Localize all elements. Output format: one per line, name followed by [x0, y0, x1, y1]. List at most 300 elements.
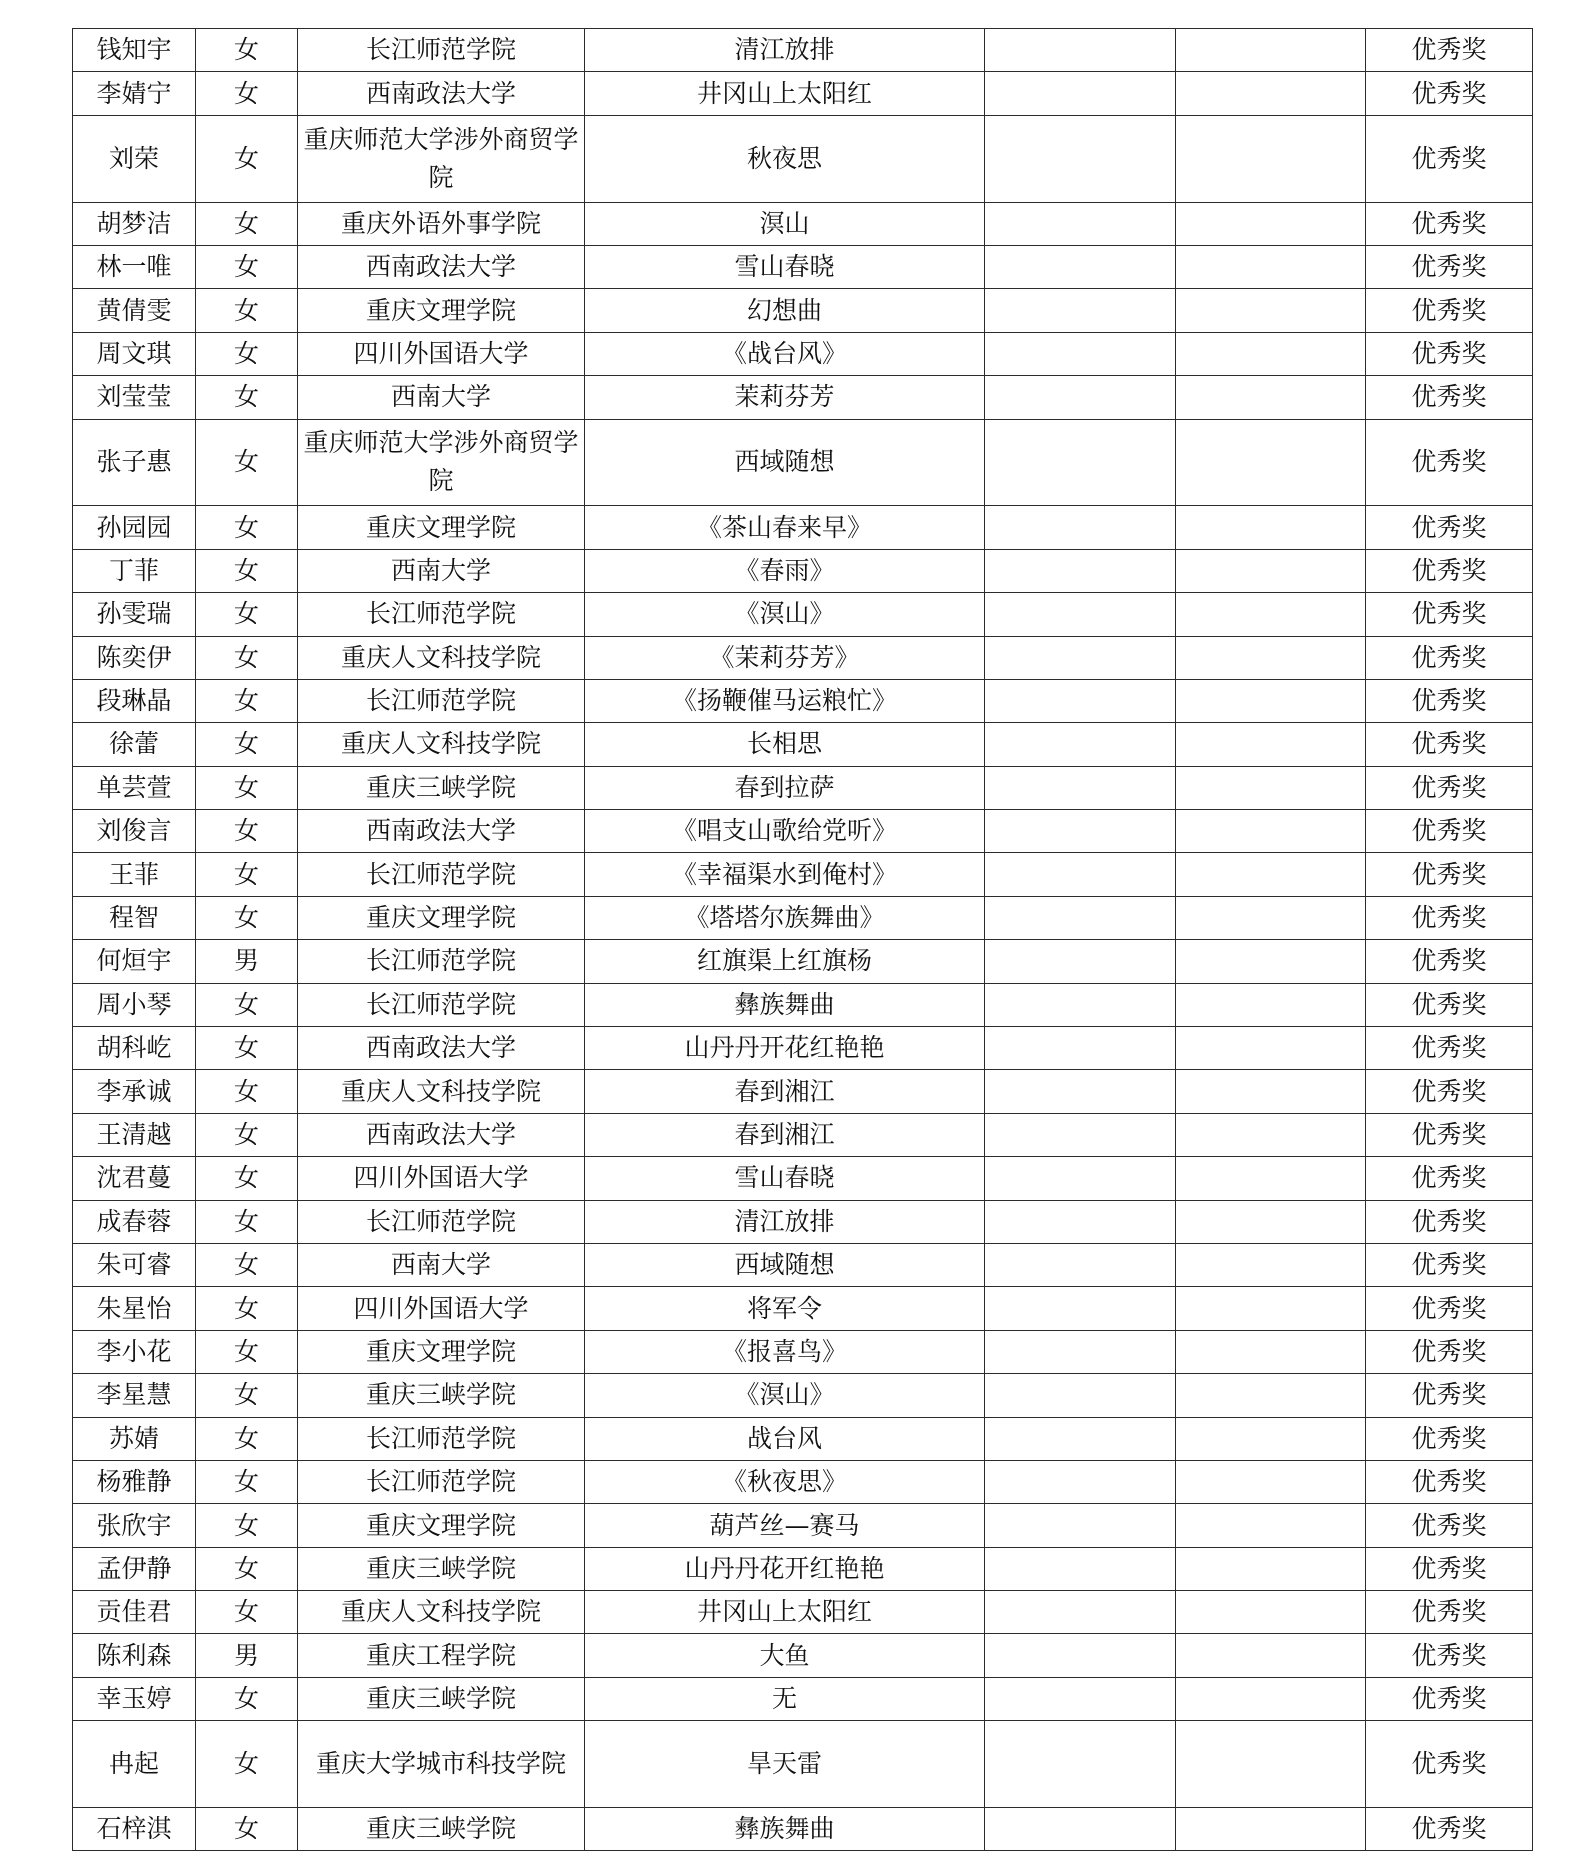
- cell-piece: 大鱼: [585, 1634, 985, 1677]
- cell-school: 重庆文理学院: [298, 896, 585, 939]
- cell-name: 孙雯瑞: [73, 593, 196, 636]
- cell-blank-1: [985, 332, 1176, 375]
- cell-gender: 女: [196, 245, 298, 288]
- cell-school: 重庆文理学院: [298, 506, 585, 549]
- cell-blank-2: [1176, 72, 1366, 115]
- table-row: [73, 289, 1533, 332]
- table-row: [73, 1070, 1533, 1113]
- cell-school: 重庆文理学院: [298, 1330, 585, 1373]
- cell-blank-1: [985, 636, 1176, 679]
- cell-award: 优秀奖: [1366, 1634, 1533, 1677]
- cell-award: 优秀奖: [1366, 1287, 1533, 1330]
- cell-piece: 春到湘江: [585, 1070, 985, 1113]
- cell-name: 陈利森: [73, 1634, 196, 1677]
- cell-blank-2: [1176, 1417, 1366, 1460]
- cell-school: 重庆人文科技学院: [298, 1070, 585, 1113]
- cell-school: 重庆文理学院: [298, 289, 585, 332]
- cell-award: 优秀奖: [1366, 1243, 1533, 1286]
- cell-blank-1: [985, 1677, 1176, 1720]
- cell-school: 长江师范学院: [298, 679, 585, 722]
- cell-piece: 《扬鞭催马运粮忙》: [585, 679, 985, 722]
- cell-school: 重庆人文科技学院: [298, 1591, 585, 1634]
- cell-gender: 女: [196, 810, 298, 853]
- cell-school: 长江师范学院: [298, 1460, 585, 1503]
- cell-name: 王菲: [73, 853, 196, 896]
- table-row: [73, 1027, 1533, 1070]
- cell-name: 朱可睿: [73, 1243, 196, 1286]
- cell-name: 王清越: [73, 1113, 196, 1156]
- cell-school: 重庆师范大学涉外商贸学院: [298, 115, 585, 202]
- cell-gender: 女: [196, 593, 298, 636]
- cell-blank-2: [1176, 1547, 1366, 1590]
- cell-award: 优秀奖: [1366, 245, 1533, 288]
- cell-blank-2: [1176, 1677, 1366, 1720]
- cell-piece: 红旗渠上红旗杨: [585, 940, 985, 983]
- cell-school: 西南政法大学: [298, 1027, 585, 1070]
- cell-gender: 女: [196, 1677, 298, 1720]
- cell-school: 西南政法大学: [298, 810, 585, 853]
- cell-gender: 女: [196, 1200, 298, 1243]
- cell-name: 成春蓉: [73, 1200, 196, 1243]
- cell-blank-1: [985, 202, 1176, 245]
- cell-school: 重庆外语外事学院: [298, 202, 585, 245]
- cell-name: 刘俊言: [73, 810, 196, 853]
- table-row: [73, 810, 1533, 853]
- cell-school: 重庆文理学院: [298, 1504, 585, 1547]
- cell-piece: 《春雨》: [585, 549, 985, 592]
- cell-blank-1: [985, 72, 1176, 115]
- cell-award: 优秀奖: [1366, 853, 1533, 896]
- cell-gender: 男: [196, 1634, 298, 1677]
- table-row: [73, 332, 1533, 375]
- cell-blank-2: [1176, 419, 1366, 506]
- table-row: [73, 636, 1533, 679]
- cell-blank-2: [1176, 766, 1366, 809]
- cell-gender: 女: [196, 636, 298, 679]
- cell-name: 胡科屹: [73, 1027, 196, 1070]
- cell-blank-1: [985, 1417, 1176, 1460]
- cell-blank-2: [1176, 1460, 1366, 1503]
- cell-name: 刘荣: [73, 115, 196, 202]
- table-row: [73, 1330, 1533, 1373]
- cell-gender: 女: [196, 1027, 298, 1070]
- cell-blank-2: [1176, 506, 1366, 549]
- cell-gender: 女: [196, 1808, 298, 1851]
- cell-blank-2: [1176, 115, 1366, 202]
- cell-award: 优秀奖: [1366, 896, 1533, 939]
- cell-blank-1: [985, 1287, 1176, 1330]
- cell-gender: 女: [196, 115, 298, 202]
- cell-blank-2: [1176, 549, 1366, 592]
- cell-name: 孟伊静: [73, 1547, 196, 1590]
- cell-gender: 女: [196, 1157, 298, 1200]
- cell-award: 优秀奖: [1366, 1157, 1533, 1200]
- cell-gender: 女: [196, 549, 298, 592]
- cell-blank-2: [1176, 1243, 1366, 1286]
- cell-gender: 女: [196, 766, 298, 809]
- cell-blank-2: [1176, 983, 1366, 1026]
- cell-name: 苏婧: [73, 1417, 196, 1460]
- cell-piece: 山丹丹花开红艳艳: [585, 1547, 985, 1590]
- cell-piece: 彝族舞曲: [585, 1808, 985, 1851]
- cell-gender: 女: [196, 1460, 298, 1503]
- cell-piece: 西域随想: [585, 419, 985, 506]
- cell-piece: 雪山春晓: [585, 1157, 985, 1200]
- cell-blank-1: [985, 853, 1176, 896]
- cell-gender: 女: [196, 1547, 298, 1590]
- cell-name: 石梓淇: [73, 1808, 196, 1851]
- cell-piece: 山丹丹开花红艳艳: [585, 1027, 985, 1070]
- cell-blank-2: [1176, 636, 1366, 679]
- cell-piece: 《茶山春来早》: [585, 506, 985, 549]
- cell-award: 优秀奖: [1366, 983, 1533, 1026]
- cell-blank-1: [985, 1113, 1176, 1156]
- cell-blank-1: [985, 245, 1176, 288]
- cell-gender: 女: [196, 376, 298, 419]
- table-row: [73, 1460, 1533, 1503]
- cell-blank-2: [1176, 1721, 1366, 1808]
- cell-award: 优秀奖: [1366, 766, 1533, 809]
- cell-school: 西南大学: [298, 549, 585, 592]
- table-row: [73, 1157, 1533, 1200]
- cell-piece: 井冈山上太阳红: [585, 72, 985, 115]
- cell-gender: 女: [196, 289, 298, 332]
- cell-blank-2: [1176, 1634, 1366, 1677]
- cell-gender: 女: [196, 983, 298, 1026]
- cell-gender: 女: [196, 1504, 298, 1547]
- cell-piece: 《战台风》: [585, 332, 985, 375]
- cell-blank-1: [985, 593, 1176, 636]
- cell-piece: 春到拉萨: [585, 766, 985, 809]
- cell-name: 朱星怡: [73, 1287, 196, 1330]
- cell-gender: 女: [196, 1113, 298, 1156]
- cell-piece: 幻想曲: [585, 289, 985, 332]
- cell-school: 重庆工程学院: [298, 1634, 585, 1677]
- table-row: [73, 940, 1533, 983]
- award-table: [72, 28, 1533, 1851]
- cell-blank-2: [1176, 1027, 1366, 1070]
- table-row: [73, 376, 1533, 419]
- cell-school: 西南大学: [298, 376, 585, 419]
- cell-blank-2: [1176, 1157, 1366, 1200]
- cell-blank-2: [1176, 1070, 1366, 1113]
- cell-gender: 女: [196, 1330, 298, 1373]
- cell-name: 陈奕伊: [73, 636, 196, 679]
- cell-blank-2: [1176, 29, 1366, 72]
- cell-award: 优秀奖: [1366, 723, 1533, 766]
- cell-blank-2: [1176, 723, 1366, 766]
- cell-award: 优秀奖: [1366, 376, 1533, 419]
- cell-piece: 葫芦丝—赛马: [585, 1504, 985, 1547]
- cell-school: 长江师范学院: [298, 29, 585, 72]
- cell-blank-2: [1176, 1200, 1366, 1243]
- cell-gender: 女: [196, 853, 298, 896]
- cell-award: 优秀奖: [1366, 940, 1533, 983]
- cell-piece: 秋夜思: [585, 115, 985, 202]
- cell-name: 周文琪: [73, 332, 196, 375]
- cell-blank-1: [985, 810, 1176, 853]
- cell-school: 长江师范学院: [298, 1417, 585, 1460]
- cell-name: 李星慧: [73, 1374, 196, 1417]
- cell-gender: 女: [196, 1070, 298, 1113]
- cell-blank-2: [1176, 593, 1366, 636]
- cell-piece: 雪山春晓: [585, 245, 985, 288]
- table-row: [73, 29, 1533, 72]
- cell-piece: 无: [585, 1677, 985, 1720]
- cell-gender: 女: [196, 1287, 298, 1330]
- cell-name: 周小琴: [73, 983, 196, 1026]
- cell-blank-1: [985, 896, 1176, 939]
- cell-blank-1: [985, 1027, 1176, 1070]
- cell-name: 幸玉婷: [73, 1677, 196, 1720]
- cell-blank-1: [985, 1243, 1176, 1286]
- table-row: [73, 115, 1533, 202]
- cell-blank-1: [985, 376, 1176, 419]
- cell-gender: 女: [196, 896, 298, 939]
- cell-award: 优秀奖: [1366, 1460, 1533, 1503]
- cell-blank-1: [985, 940, 1176, 983]
- cell-piece: 长相思: [585, 723, 985, 766]
- cell-blank-2: [1176, 1113, 1366, 1156]
- cell-piece: 清江放排: [585, 29, 985, 72]
- cell-piece: 《溟山》: [585, 593, 985, 636]
- cell-award: 优秀奖: [1366, 593, 1533, 636]
- cell-blank-1: [985, 1721, 1176, 1808]
- cell-piece: 《报喜鸟》: [585, 1330, 985, 1373]
- cell-piece: 《幸福渠水到俺村》: [585, 853, 985, 896]
- cell-school: 四川外国语大学: [298, 1157, 585, 1200]
- cell-blank-1: [985, 766, 1176, 809]
- cell-gender: 女: [196, 1243, 298, 1286]
- cell-blank-2: [1176, 810, 1366, 853]
- cell-gender: 女: [196, 1374, 298, 1417]
- cell-piece: 彝族舞曲: [585, 983, 985, 1026]
- cell-school: 西南大学: [298, 1243, 585, 1286]
- table-row: [73, 1677, 1533, 1720]
- table-row: [73, 1243, 1533, 1286]
- table-row: [73, 1634, 1533, 1677]
- table-row: [73, 1591, 1533, 1634]
- cell-name: 程智: [73, 896, 196, 939]
- cell-gender: 女: [196, 506, 298, 549]
- cell-blank-2: [1176, 896, 1366, 939]
- cell-blank-2: [1176, 853, 1366, 896]
- cell-award: 优秀奖: [1366, 1330, 1533, 1373]
- cell-piece: 战台风: [585, 1417, 985, 1460]
- cell-piece: 《溟山》: [585, 1374, 985, 1417]
- cell-gender: 女: [196, 332, 298, 375]
- cell-school: 长江师范学院: [298, 983, 585, 1026]
- cell-blank-2: [1176, 332, 1366, 375]
- cell-award: 优秀奖: [1366, 1417, 1533, 1460]
- cell-name: 冉起: [73, 1721, 196, 1808]
- cell-award: 优秀奖: [1366, 636, 1533, 679]
- cell-blank-2: [1176, 1504, 1366, 1547]
- cell-school: 四川外国语大学: [298, 332, 585, 375]
- cell-award: 优秀奖: [1366, 202, 1533, 245]
- cell-award: 优秀奖: [1366, 1591, 1533, 1634]
- cell-blank-1: [985, 983, 1176, 1026]
- cell-gender: 男: [196, 940, 298, 983]
- cell-blank-1: [985, 549, 1176, 592]
- cell-name: 李小花: [73, 1330, 196, 1373]
- cell-blank-2: [1176, 1287, 1366, 1330]
- cell-gender: 女: [196, 1417, 298, 1460]
- cell-name: 单芸萱: [73, 766, 196, 809]
- cell-blank-1: [985, 1157, 1176, 1200]
- cell-school: 西南政法大学: [298, 245, 585, 288]
- cell-school: 西南政法大学: [298, 72, 585, 115]
- cell-piece: 井冈山上太阳红: [585, 1591, 985, 1634]
- cell-piece: 《秋夜思》: [585, 1460, 985, 1503]
- cell-name: 张子惠: [73, 419, 196, 506]
- cell-gender: 女: [196, 29, 298, 72]
- table-row: [73, 983, 1533, 1026]
- cell-blank-2: [1176, 1374, 1366, 1417]
- cell-blank-2: [1176, 202, 1366, 245]
- table-row: [73, 506, 1533, 549]
- table-row: [73, 1200, 1533, 1243]
- cell-blank-2: [1176, 940, 1366, 983]
- cell-blank-2: [1176, 376, 1366, 419]
- cell-piece: 旱天雷: [585, 1721, 985, 1808]
- cell-award: 优秀奖: [1366, 506, 1533, 549]
- cell-gender: 女: [196, 1591, 298, 1634]
- cell-gender: 女: [196, 1721, 298, 1808]
- cell-piece: 溟山: [585, 202, 985, 245]
- table-row: [73, 202, 1533, 245]
- table-row: [73, 1547, 1533, 1590]
- cell-award: 优秀奖: [1366, 1027, 1533, 1070]
- cell-award: 优秀奖: [1366, 1808, 1533, 1851]
- table-body: [73, 29, 1533, 1851]
- cell-blank-1: [985, 29, 1176, 72]
- cell-blank-1: [985, 1504, 1176, 1547]
- cell-school: 长江师范学院: [298, 1200, 585, 1243]
- cell-award: 优秀奖: [1366, 810, 1533, 853]
- cell-school: 重庆人文科技学院: [298, 636, 585, 679]
- table-row: [73, 419, 1533, 506]
- cell-blank-2: [1176, 289, 1366, 332]
- cell-blank-2: [1176, 245, 1366, 288]
- cell-blank-1: [985, 289, 1176, 332]
- cell-blank-1: [985, 1374, 1176, 1417]
- cell-name: 段琳晶: [73, 679, 196, 722]
- cell-award: 优秀奖: [1366, 29, 1533, 72]
- table-row: [73, 1287, 1533, 1330]
- cell-piece: 《塔塔尔族舞曲》: [585, 896, 985, 939]
- table-row: [73, 1113, 1533, 1156]
- cell-name: 沈君蔓: [73, 1157, 196, 1200]
- cell-blank-1: [985, 1460, 1176, 1503]
- cell-name: 何烜宇: [73, 940, 196, 983]
- cell-blank-1: [985, 1547, 1176, 1590]
- cell-blank-1: [985, 1591, 1176, 1634]
- table-row: [73, 1504, 1533, 1547]
- cell-piece: 《茉莉芬芳》: [585, 636, 985, 679]
- cell-school: 长江师范学院: [298, 940, 585, 983]
- table-row: [73, 1374, 1533, 1417]
- cell-school: 四川外国语大学: [298, 1287, 585, 1330]
- cell-name: 徐蕾: [73, 723, 196, 766]
- cell-award: 优秀奖: [1366, 419, 1533, 506]
- cell-piece: 将军令: [585, 1287, 985, 1330]
- cell-award: 优秀奖: [1366, 1200, 1533, 1243]
- table-row: [73, 1808, 1533, 1851]
- cell-blank-2: [1176, 1591, 1366, 1634]
- cell-school: 重庆大学城市科技学院: [298, 1721, 585, 1808]
- cell-gender: 女: [196, 202, 298, 245]
- cell-blank-2: [1176, 679, 1366, 722]
- cell-blank-1: [985, 1808, 1176, 1851]
- cell-gender: 女: [196, 679, 298, 722]
- table-row: [73, 766, 1533, 809]
- cell-blank-1: [985, 679, 1176, 722]
- cell-school: 重庆师范大学涉外商贸学院: [298, 419, 585, 506]
- cell-school: 重庆三峡学院: [298, 1374, 585, 1417]
- cell-school: 重庆人文科技学院: [298, 723, 585, 766]
- cell-award: 优秀奖: [1366, 72, 1533, 115]
- cell-name: 刘莹莹: [73, 376, 196, 419]
- cell-award: 优秀奖: [1366, 549, 1533, 592]
- table-row: [73, 245, 1533, 288]
- cell-school: 西南政法大学: [298, 1113, 585, 1156]
- cell-award: 优秀奖: [1366, 1677, 1533, 1720]
- cell-award: 优秀奖: [1366, 1113, 1533, 1156]
- table-row: [73, 896, 1533, 939]
- cell-school: 长江师范学院: [298, 853, 585, 896]
- cell-blank-1: [985, 1330, 1176, 1373]
- cell-name: 丁菲: [73, 549, 196, 592]
- cell-name: 胡梦洁: [73, 202, 196, 245]
- cell-blank-1: [985, 419, 1176, 506]
- cell-piece: 西域随想: [585, 1243, 985, 1286]
- cell-name: 孙园园: [73, 506, 196, 549]
- cell-blank-1: [985, 1200, 1176, 1243]
- table-row: [73, 1417, 1533, 1460]
- cell-school: 长江师范学院: [298, 593, 585, 636]
- cell-name: 张欣宇: [73, 1504, 196, 1547]
- table-row: [73, 723, 1533, 766]
- cell-award: 优秀奖: [1366, 679, 1533, 722]
- cell-blank-1: [985, 1634, 1176, 1677]
- cell-award: 优秀奖: [1366, 115, 1533, 202]
- cell-award: 优秀奖: [1366, 289, 1533, 332]
- cell-gender: 女: [196, 419, 298, 506]
- cell-award: 优秀奖: [1366, 1070, 1533, 1113]
- table-row: [73, 679, 1533, 722]
- cell-gender: 女: [196, 72, 298, 115]
- cell-blank-1: [985, 1070, 1176, 1113]
- cell-school: 重庆三峡学院: [298, 1677, 585, 1720]
- cell-award: 优秀奖: [1366, 332, 1533, 375]
- table-row: [73, 853, 1533, 896]
- cell-name: 林一唯: [73, 245, 196, 288]
- cell-award: 优秀奖: [1366, 1374, 1533, 1417]
- cell-award: 优秀奖: [1366, 1504, 1533, 1547]
- cell-blank-1: [985, 506, 1176, 549]
- table-row: [73, 1721, 1533, 1808]
- cell-blank-2: [1176, 1330, 1366, 1373]
- cell-gender: 女: [196, 723, 298, 766]
- cell-blank-1: [985, 723, 1176, 766]
- cell-blank-2: [1176, 1808, 1366, 1851]
- table-row: [73, 593, 1533, 636]
- cell-name: 黄倩雯: [73, 289, 196, 332]
- cell-piece: 春到湘江: [585, 1113, 985, 1156]
- table-row: [73, 549, 1533, 592]
- table-row: [73, 72, 1533, 115]
